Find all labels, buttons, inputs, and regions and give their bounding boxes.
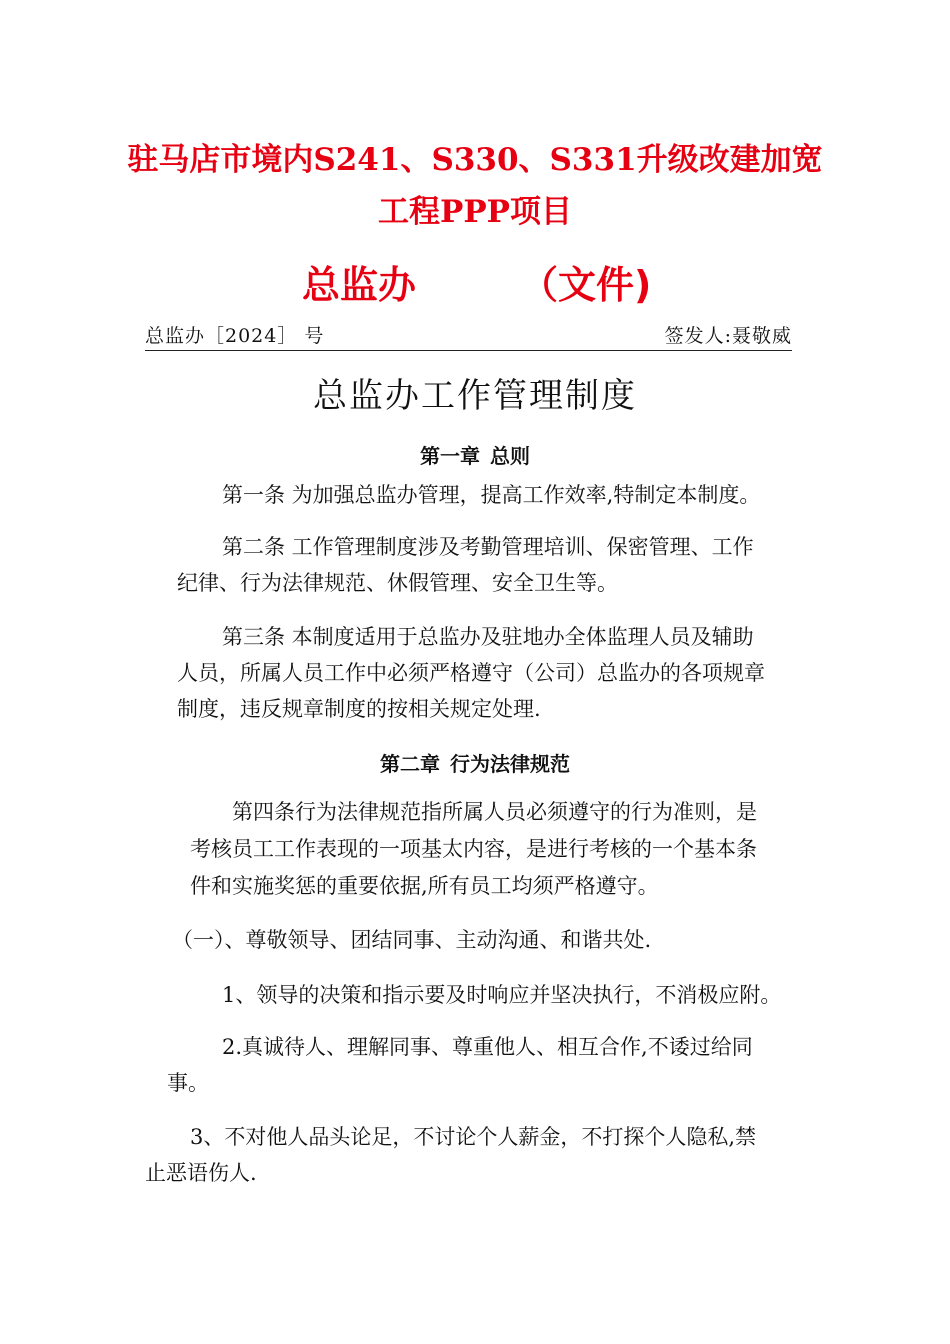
chapter-2-number: 第二章 <box>380 752 440 776</box>
article-4-line1: 第四条行为法律规范指所属人员必须遵守的行为准则，是 <box>232 800 757 824</box>
item-3-line2: 止恶语伤人. <box>145 1161 257 1185</box>
article-1: 第一条 为加强总监办管理，提高工作效率,特制定本制度。 <box>222 483 761 507</box>
item-1: 1、领导的决策和指示要及时响应并坚决执行，不消极应附。 <box>222 983 782 1007</box>
chapter-1-name: 总则 <box>490 444 530 468</box>
main-title: 总监办工作管理制度 <box>313 376 637 416</box>
header-doc-type: （文件) <box>520 263 652 307</box>
header-title-line1: 驻马店市境内S241、S330、S331升级改建加宽 <box>127 142 823 178</box>
chapter-2-name: 行为法律规范 <box>450 752 570 776</box>
doc-number-line <box>145 322 792 351</box>
item-3-line1: 3、不对他人品头论足，不讨论个人薪金，不打探个人隐私,禁 <box>190 1125 757 1149</box>
doc-signer: 签发人:聂敬威 <box>664 325 792 347</box>
chapter-1-number: 第一章 <box>420 444 480 468</box>
chapter-2-heading <box>0 748 950 777</box>
article-2-line2: 纪律、行为法律规范、休假管理、安全卫生等。 <box>177 571 618 595</box>
article-3-line3: 制度，违反规章制度的按相关规定处理. <box>177 697 541 721</box>
item-2-line2: 事。 <box>167 1071 209 1095</box>
article-2-line1: 第二条 工作管理制度涉及考勤管理培训、保密管理、工作 <box>222 535 754 559</box>
article-3-line1: 第三条 本制度适用于总监办及驻地办全体监理人员及辅助 <box>222 625 754 649</box>
header-office: 总监办 <box>302 263 417 307</box>
doc-number: 总监办［2024］ 号 <box>145 325 325 347</box>
article-3-line2: 人员，所属人员工作中必须严格遵守（公司）总监办的各项规章 <box>177 661 765 685</box>
article-4-line3: 件和实施奖惩的重要依据,所有员工均须严格遵守。 <box>190 874 659 898</box>
chapter-1-heading <box>0 440 950 469</box>
item-2-line1: 2.真诚待人、理解同事、尊重他人、相互合作,不诿过给同 <box>222 1035 753 1059</box>
header-title-line2: 工程PPP项目 <box>378 194 572 230</box>
section-1: （一）、尊敬领导、团结同事、主动沟通、和谐共处. <box>172 928 652 952</box>
article-4-line2: 考核员工工作表现的一项基太内容，是进行考核的一个基本条 <box>190 837 757 861</box>
